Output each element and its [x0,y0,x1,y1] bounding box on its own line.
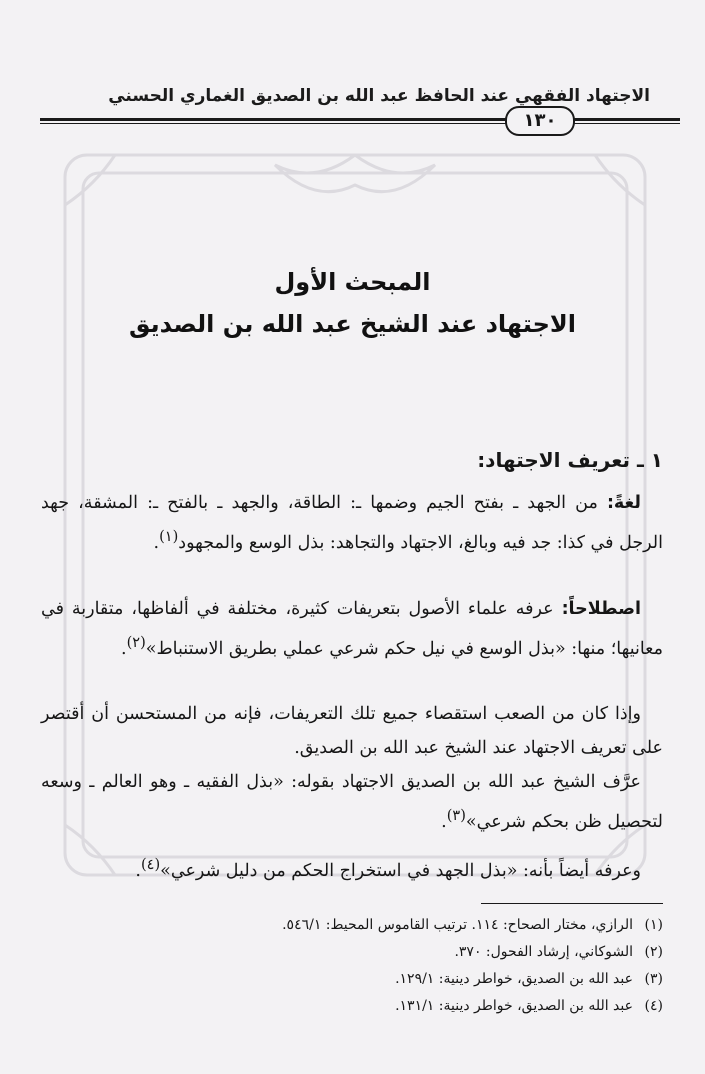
footnote-item [41,993,663,1020]
paragraph-scope [41,697,663,765]
paragraph-text: عرفه علماء الأصول بتعريفات كثيرة، مختلفة في ألفاظها، متقاربة في معانيها؛ منها: «بذل الوسع في نيل حكم شرعي عملي بطريق الاستنباط» [41,599,663,659]
footnote-item [41,912,663,939]
footnote-text: عبد الله بن الصديق، خواطر دينية: ١٢٩/١. [395,971,633,987]
footnote-number: (٢) [644,944,663,960]
footnote-number: (٤) [644,998,663,1014]
footnote-separator [481,903,663,904]
footnote-text: عبد الله بن الصديق، خواطر دينية: ١٣١/١. [395,998,633,1014]
footnote-text: الرازي، مختار الصحاح: ١١٤. ترتيب القاموس المحيط: ٥٤٦/١. [282,917,633,933]
footnote-ref: (٢) [126,634,146,651]
paragraph-linguistic-definition: لغةً: من الجهد ـ بفتح الجيم وضمها ـ: الطاقة، والجهد ـ بالفتح ـ: المشقة، جهد الرجل في كذا: جد فيه وبالغ، الاجتهاد والتجاهد: بذل الوسع والمجهود$^{(١)}$. [41,493,663,553]
footnote-text: الشوكاني، إرشاد الفحول: ٣٧٠. [454,944,633,960]
section-heading: ١ ـ تعريف الاجتهاد: [477,448,663,472]
footnote-ref: (٤) [140,856,161,873]
paragraph-text: وإذا كان من الصعب استقصاء جميع تلك التعريفات، فإنه من المستحسن أن أقتصر على تعريف الاجتهاد عند الشيخ عبد الله بن الصديق. [41,704,663,758]
paragraph-text: عرَّف الشيخ عبد الله بن الصديق الاجتهاد بقوله: «بذل الفقيه ـ وهو العالم ـ وسعه لتحصيل ظن بحكم شرعي» [41,772,663,832]
paragraph-text: وعرفه أيضاً بأنه: «بذل الجهد في استخراج الحكم من دليل شرعي» [160,860,641,881]
term-label: لغةً: [606,493,641,513]
header-rule [40,112,680,134]
footnote-number: (٣) [644,971,663,987]
footnote-item [41,966,663,993]
chapter-title: المبحث الأول [274,268,431,296]
header-rule-thick [40,118,680,121]
running-head-title: الاجتهاد الفقهي عند الحافظ عبد الله بن الصديق الغماري الحسني [108,86,650,106]
paragraph-definition-two: وعرفه أيضاً بأنه: «بذل الجهد في استخراج الحكم من دليل شرعي»$^{(٤)}$. [135,856,641,881]
footnote-number: (١) [644,917,663,933]
header-rule-thin [40,123,680,124]
footnote-item [41,939,663,966]
paragraph-text: من الجهد ـ بفتح الجيم وضمها ـ: الطاقة، والجهد ـ بالفتح ـ: المشقة، جهد الرجل في كذا: جد فيه وبالغ، الاجتهاد والتجاهد: بذل الوسع والمجهود [41,493,663,553]
footnotes [41,912,663,1020]
paragraph-technical-definition: اصطلاحاً: عرفه علماء الأصول بتعريفات كثيرة، مختلفة في ألفاظها، متقاربة في معانيها؛ منها: «بذل الوسع في نيل حكم شرعي عملي بطريق الاستنباط»$^{(٢)}$. [41,599,663,659]
chapter-subtitle: الاجتهاد عند الشيخ عبد الله بن الصديق [129,310,576,338]
term-label: اصطلاحاً: [561,599,641,619]
footnote-ref: (٣) [446,807,466,824]
paragraph-definition-one: عرَّف الشيخ عبد الله بن الصديق الاجتهاد بقوله: «بذل الفقيه ـ وهو العالم ـ وسعه لتحصيل ظن بحكم شرعي»$^{(٣)}$. [41,772,663,832]
page-number: ١٣٠ [505,106,575,136]
footnote-ref: (١) [159,528,179,545]
